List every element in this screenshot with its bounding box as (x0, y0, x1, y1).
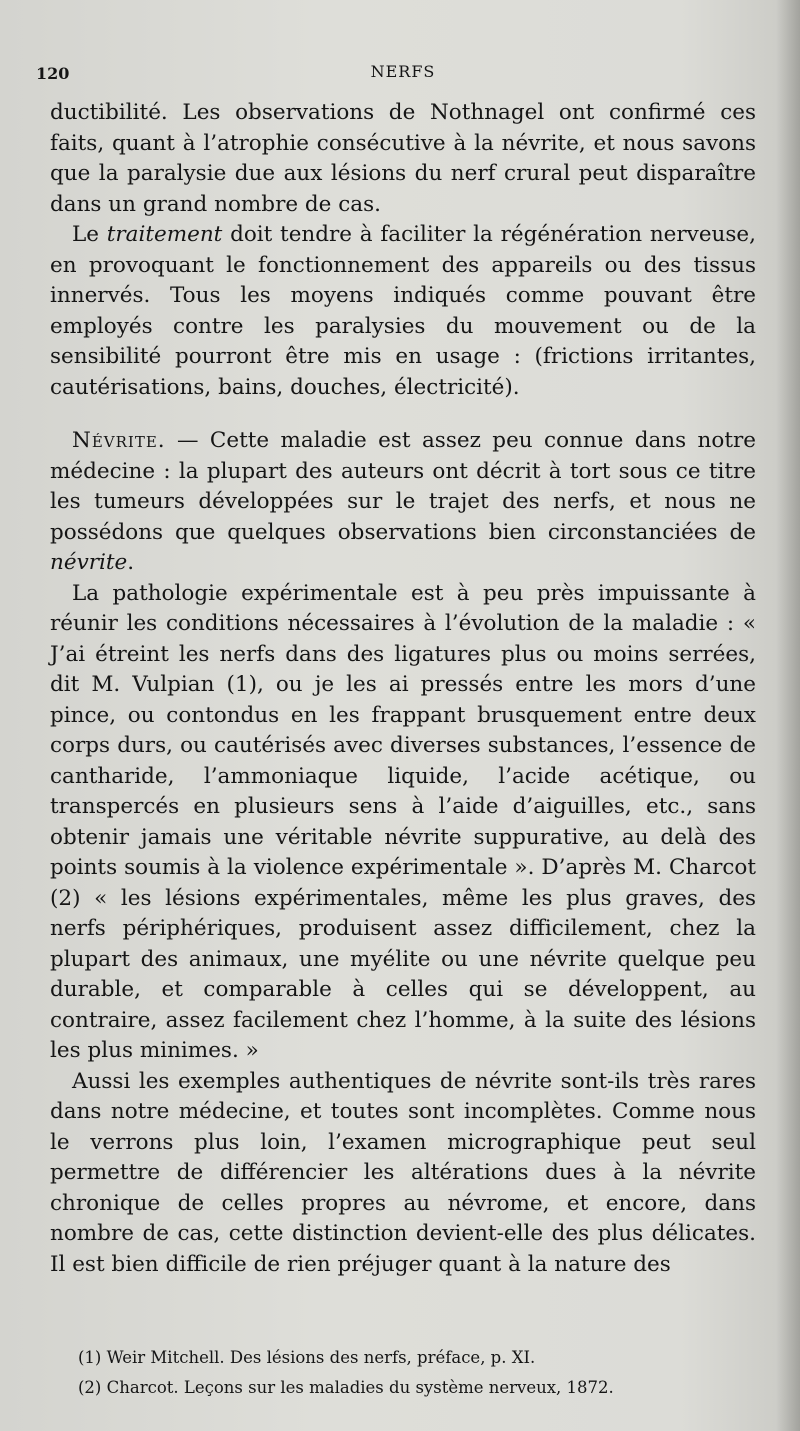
paragraph-2 (50, 220, 756, 403)
page-number: 120 (36, 64, 70, 83)
paragraph-3-end: . (127, 550, 135, 575)
paragraph-4: La pathologie expérimentale est à peu près impuissante à réunir les conditions nécessaires à l’évolution de la maladie : « J’ai étreint les nerfs dans des ligatures plus ou moins serrées, dit M. Vulpian (1), ou je les ai pressés entre les mors d’une pince, ou contondus en les frappant brusquement entre deux corps durs, ou cautérisés avec diverses substances, l’essence de cantharide, l’ammoniaque liquide, l’acide acétique, ou transpercés en plusieurs sens à l’aide d’aiguilles, etc., sans obtenir jamais une véritable névrite suppurative, au delà des points soumis à la violence expérimentale ». D’après M. Charcot (2) « les lésions expérimentales, même les plus graves, des nerfs périphériques, produisent assez difficilement, chez la plupart des animaux, une myélite ou une névrite quelque peu durable, et comparable à celles qui se développent, au contraire, assez facilement chez l’homme, à la suite des lésions les plus minimes. » (50, 580, 756, 1063)
paragraph-3-text: — Cette maladie est assez peu connue dans notre médecine : la plupart des auteurs ont décrit à tort sous ce titre les tumeurs développées sur le trajet des nerfs, et nous ne possédons que quelques observations bien circonstanciées de (50, 428, 756, 545)
paragraph-1: ductibilité. Les observations de Nothnagel ont confirmé ces faits, quant à l’atrophie consécutive à la névrite, et nous savons que la paralysie due aux lésions du nerf crural peut disparaître dans un grand nombre de cas. (50, 100, 756, 217)
page-header (36, 58, 756, 98)
footnote-2: (2) Charcot. Leçons sur les maladies du système nerveux, 1872. (78, 1378, 614, 1397)
footnotes (78, 1343, 740, 1403)
page-edge-shadow (776, 0, 800, 1431)
section-heading-nevrite: Névrite. (72, 428, 166, 453)
body-text (50, 98, 756, 1280)
paragraph-2-rest: doit tendre à faciliter la régénération nerveuse, en provoquant le fonctionnement des appareils ou des tissus innervés. Tous les moyens indiqués comme pouvant être employés contre les paralysies du mouvement ou de la sensibilité pourront être mis en usage : (frictions irritantes, cautérisations, bains, douches, électricité). (50, 222, 756, 400)
running-title: NERFS (370, 62, 436, 81)
paragraph-5: Aussi les exemples authentiques de névrite sont-ils très rares dans notre médecine, et toutes sont incomplètes. Comme nous le verrons plus loin, l’examen micrographique peut seul permettre de différencier les altérations dues à la névrite chronique de celles propres au névrome, et encore, dans nombre de cas, cette distinction devient-elle des plus délicates. Il est bien difficile de rien préjuger quant à la nature des (50, 1068, 756, 1277)
term-traitement: traitement (106, 222, 223, 247)
term-nevrite: névrite (50, 550, 128, 575)
section-gap (50, 403, 756, 426)
footnote-1: (1) Weir Mitchell. Des lésions des nerfs, préface, p. XI. (78, 1348, 536, 1367)
paragraph-2-start: Le (72, 222, 107, 247)
paragraph-3 (50, 426, 756, 579)
